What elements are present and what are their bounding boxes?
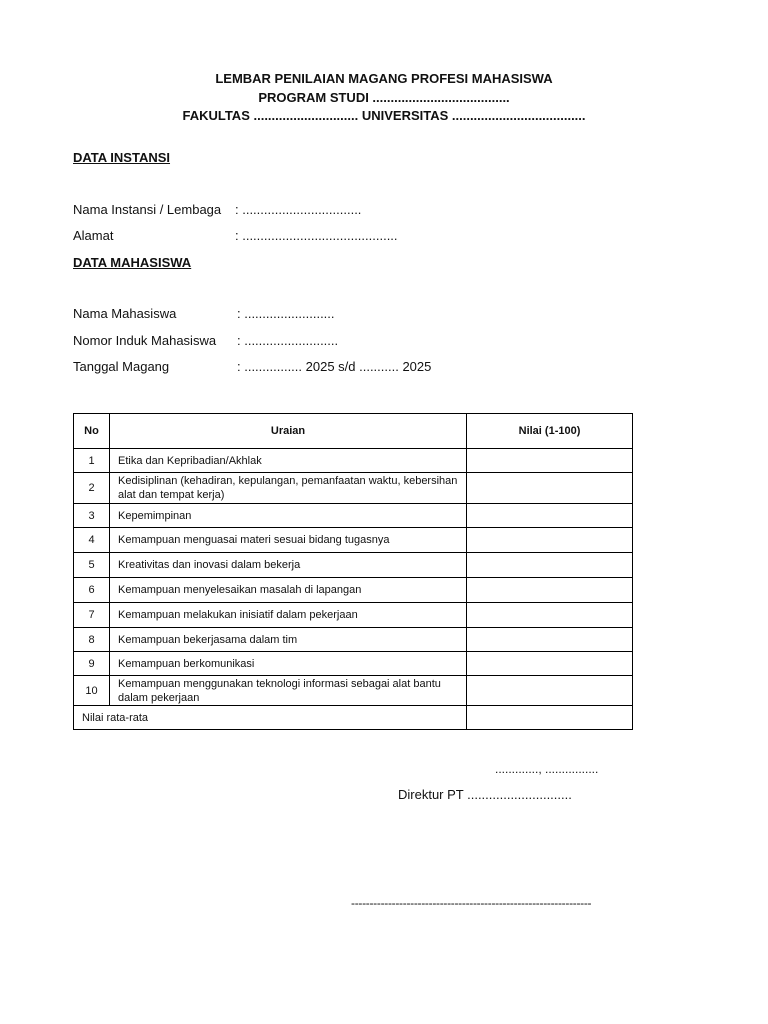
field-value-tanggal-magang: : ................ 2025 s/d ........... 2025 — [237, 359, 432, 374]
field-label-nama-instansi: Nama Instansi / Lembaga — [73, 202, 222, 217]
signature-line: ----------------------------------------------------------------- — [351, 896, 592, 910]
row-nilai-cell[interactable] — [467, 676, 633, 706]
row-no: 9 — [74, 652, 110, 676]
row-no: 2 — [74, 473, 110, 504]
row-uraian: Kreativitas dan inovasi dalam bekerja — [110, 553, 467, 578]
row-uraian: Kemampuan menyelesaikan masalah di lapangan — [110, 578, 467, 603]
row-no: 7 — [74, 603, 110, 628]
table-row — [74, 628, 633, 652]
row-no: 5 — [74, 553, 110, 578]
form-title: LEMBAR PENILAIAN MAGANG PROFESI MAHASISWA — [215, 71, 553, 86]
row-uraian: Kemampuan menguasai materi sesuai bidang tugasnya — [110, 528, 467, 553]
row-nilai-cell[interactable] — [467, 628, 633, 652]
field-label-alamat: Alamat — [73, 228, 114, 243]
row-no: 8 — [74, 628, 110, 652]
row-nilai-cell[interactable] — [467, 603, 633, 628]
field-label-nomor-induk: Nomor Induk Mahasiswa — [73, 333, 217, 348]
section-data-mahasiswa: DATA MAHASISWA — [73, 255, 192, 270]
row-nilai-cell[interactable] — [467, 473, 633, 504]
field-value-nama-instansi: : ................................. — [235, 202, 362, 217]
row-nilai-cell[interactable] — [467, 578, 633, 603]
row-no: 4 — [74, 528, 110, 553]
header-nilai: Nilai (1-100) — [467, 414, 633, 449]
row-uraian: Kepemimpinan — [110, 504, 467, 528]
row-no: 6 — [74, 578, 110, 603]
row-nilai-cell[interactable] — [467, 553, 633, 578]
row-uraian: Kemampuan melakukan inisiatif dalam pekerjaan — [110, 603, 467, 628]
table-row — [74, 504, 633, 528]
signature-title: Direktur PT ............................. — [398, 787, 572, 802]
assessment-table — [73, 413, 633, 730]
table-row — [74, 652, 633, 676]
header-uraian: Uraian — [110, 414, 467, 449]
table-row — [74, 473, 633, 504]
field-value-alamat: : ........................................... — [235, 228, 398, 243]
table-header-row — [74, 414, 633, 449]
table-row — [74, 578, 633, 603]
table-row — [74, 676, 633, 706]
section-data-instansi: DATA INSTANSI — [73, 150, 171, 165]
row-no: 3 — [74, 504, 110, 528]
field-label-nama-mahasiswa: Nama Mahasiswa — [73, 306, 177, 321]
row-nilai-cell[interactable] — [467, 652, 633, 676]
program-studi-line: PROGRAM STUDI ...................................... — [258, 90, 510, 105]
average-value-cell[interactable] — [467, 706, 633, 730]
average-label: Nilai rata-rata — [74, 706, 467, 730]
header-no: No — [74, 414, 110, 449]
table-row — [74, 553, 633, 578]
field-label-tanggal-magang: Tanggal Magang — [73, 359, 170, 374]
row-no: 10 — [74, 676, 110, 706]
field-value-nomor-induk: : .......................... — [237, 333, 339, 348]
fakultas-line: FAKULTAS ............................. UNIVERSITAS ..................................... — [182, 108, 586, 123]
row-nilai-cell[interactable] — [467, 449, 633, 473]
signature-place-date: ............., ................ — [495, 762, 599, 776]
table-row — [74, 449, 633, 473]
table-row — [74, 528, 633, 553]
row-uraian: Kedisiplinan (kehadiran, kepulangan, pemanfaatan waktu, kebersihan alat dan tempat kerja) — [110, 473, 467, 504]
row-nilai-cell[interactable] — [467, 504, 633, 528]
row-no: 1 — [74, 449, 110, 473]
row-uraian: Kemampuan bekerjasama dalam tim — [110, 628, 467, 652]
table-average-row — [74, 706, 633, 730]
row-uraian: Kemampuan berkomunikasi — [110, 652, 467, 676]
row-uraian: Etika dan Kepribadian/Akhlak — [110, 449, 467, 473]
field-value-nama-mahasiswa: : ......................... — [237, 306, 335, 321]
table-row — [74, 603, 633, 628]
row-uraian: Kemampuan menggunakan teknologi informasi sebagai alat bantu dalam pekerjaan — [110, 676, 467, 706]
row-nilai-cell[interactable] — [467, 528, 633, 553]
